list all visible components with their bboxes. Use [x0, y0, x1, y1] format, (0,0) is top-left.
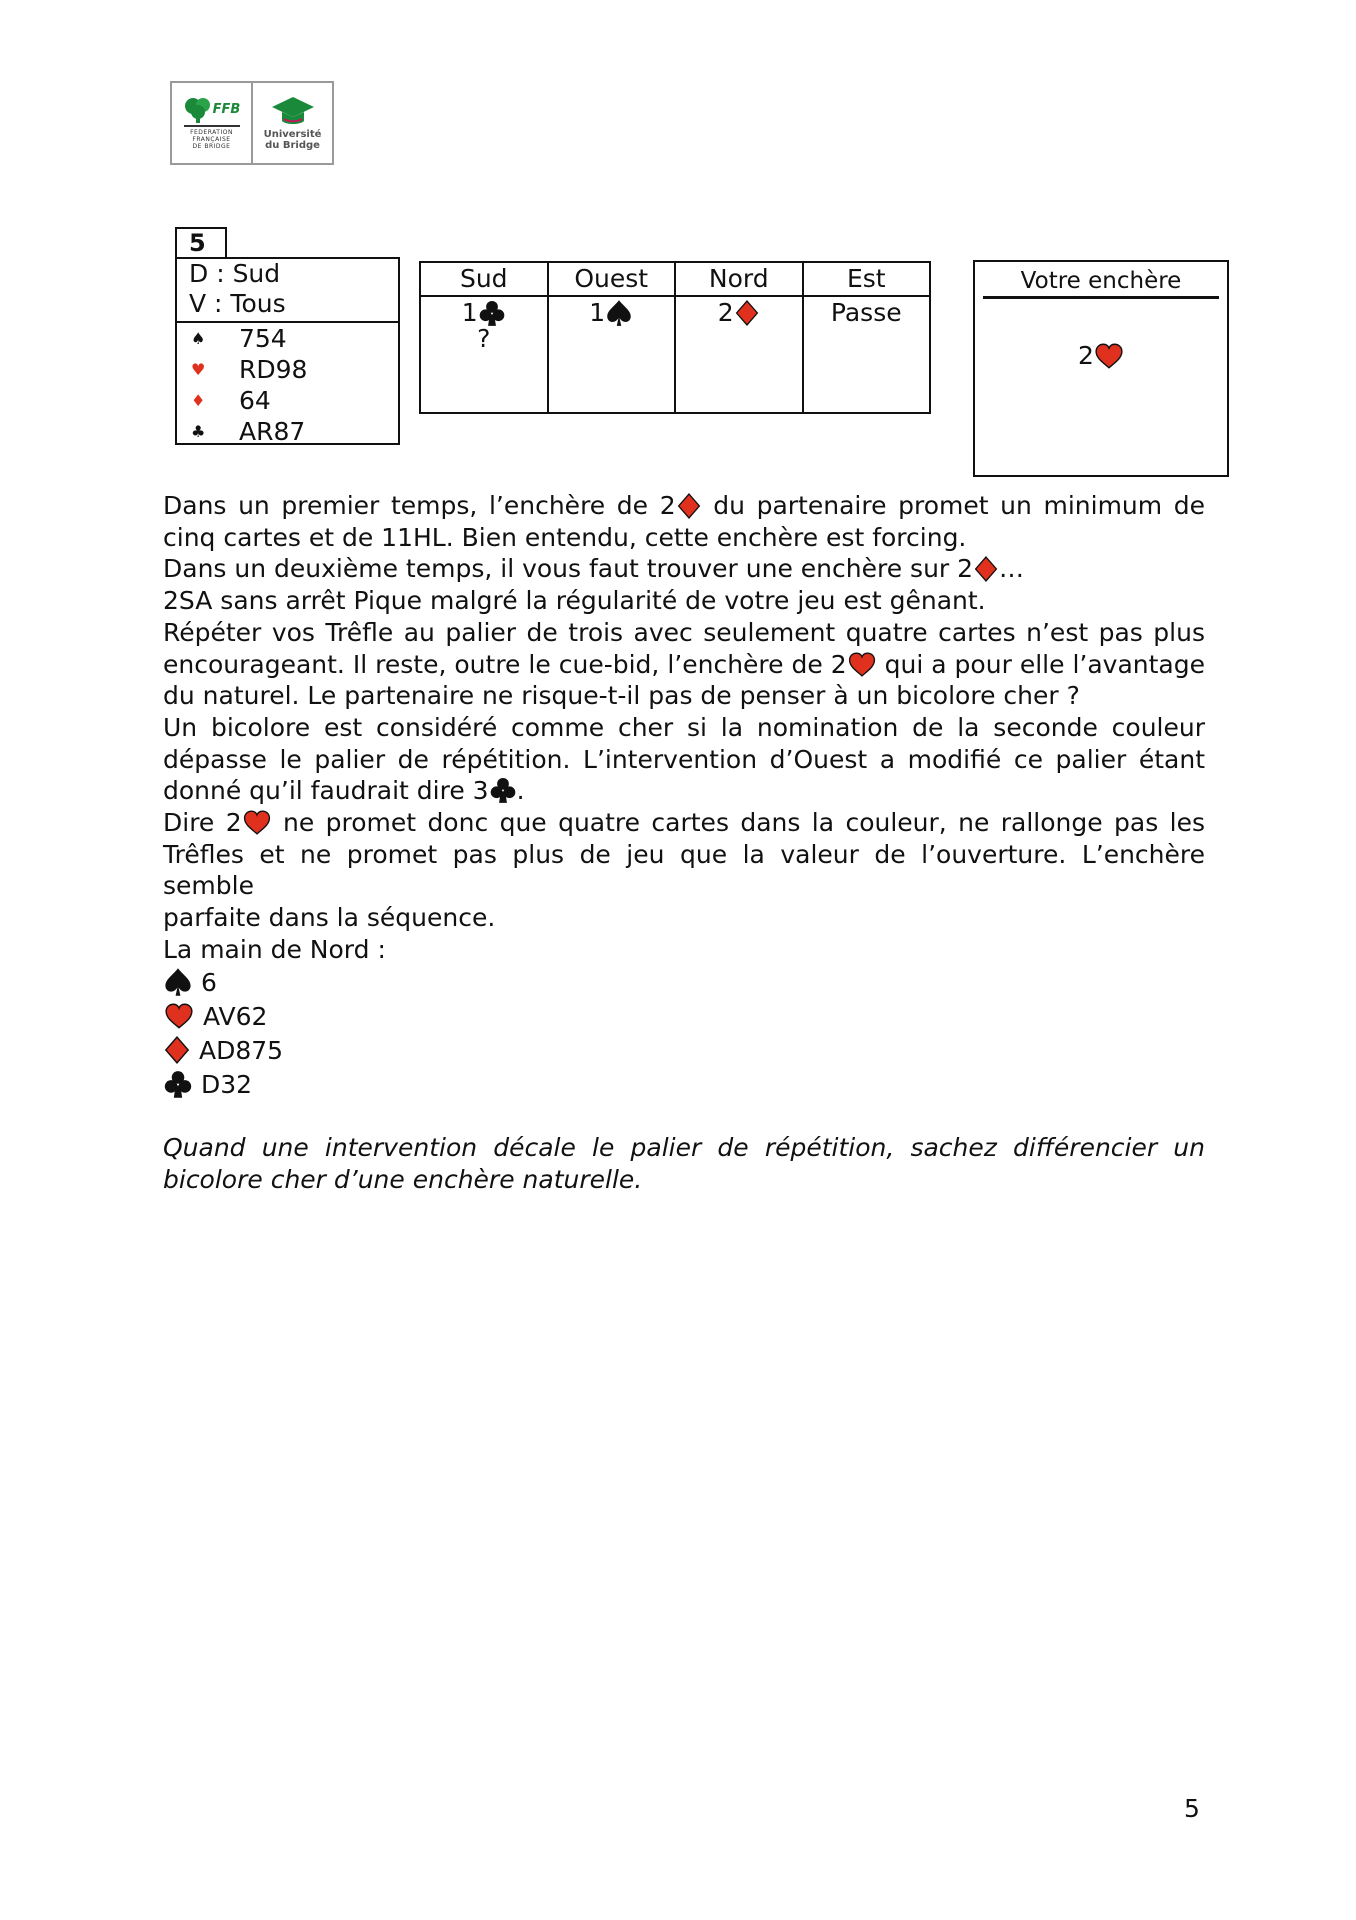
answer-divider — [983, 296, 1219, 299]
hand-spades-row — [177, 323, 398, 354]
north-clubs: D32 — [201, 1069, 253, 1099]
answer-bid: 2 — [975, 341, 1227, 370]
text-line: cinq cartes et de 11HL. Bien entendu, cette enchère est forcing. — [163, 522, 967, 552]
bid-est-1: Passe — [830, 298, 902, 327]
hand-clubs: AR87 — [239, 417, 306, 446]
ffb-full-name: FEDERATION FRANÇAISE DE BRIDGE — [190, 128, 233, 150]
diamond-icon — [973, 556, 999, 582]
heart-icon — [163, 1002, 195, 1030]
bidding-header-nord: Nord — [676, 263, 802, 297]
text-line: Dans un premier temps, l’enchère de 2 du partenaire promet un minimum de — [163, 491, 1206, 520]
deal-number: 5 — [175, 227, 227, 259]
text-line: du naturel. Le partenaire ne risque-t-il pas de penser à un bicolore cher ? — [163, 681, 1080, 711]
hand-diamonds: 64 — [239, 386, 271, 415]
club-icon — [489, 776, 517, 804]
south-hand-box — [175, 257, 400, 445]
bidding-column-sud — [421, 263, 547, 412]
text-line: 2SA sans arrêt Pique malgré la régularité de votre jeu est gênant. — [163, 586, 986, 616]
bid-nord-1: 2 — [676, 297, 802, 328]
tree-icon — [183, 97, 213, 123]
bid-ouest-1: 1 — [549, 297, 675, 328]
bidding-column-ouest — [547, 263, 675, 412]
club-icon — [478, 299, 506, 327]
north-hearts: AV62 — [203, 1001, 268, 1031]
text-line: dépasse le palier de répétition. L’intervention d’Ouest a modifié ce palier étant — [163, 744, 1205, 774]
heart-icon — [847, 651, 877, 678]
north-diamonds-row — [163, 1033, 283, 1067]
north-diamonds: AD875 — [199, 1035, 284, 1065]
heart-icon: ♥ — [191, 360, 206, 379]
bidding-header-est: Est — [804, 263, 930, 297]
bidding-header-ouest: Ouest — [549, 263, 675, 297]
ffb-emblem — [172, 83, 251, 163]
north-spades: 6 — [201, 967, 217, 997]
answer-title: Votre enchère — [1020, 268, 1182, 294]
diamond-icon — [163, 1036, 191, 1064]
club-icon: ♣ — [191, 422, 206, 441]
conclusion-text — [163, 1132, 1205, 1195]
spade-icon — [163, 967, 193, 997]
diamond-icon: ♦ — [191, 391, 206, 410]
bidding-column-est — [802, 263, 930, 412]
diamond-icon — [676, 493, 702, 519]
spade-icon — [605, 299, 633, 327]
hand-spades: 754 — [239, 324, 287, 353]
hand-diamonds-row — [177, 385, 398, 416]
answer-box — [973, 260, 1229, 477]
text-line: parfaite dans la séquence. — [163, 903, 496, 933]
north-hand-title: La main de Nord : — [163, 934, 386, 964]
heart-icon — [242, 809, 272, 836]
diamond-icon — [734, 300, 760, 326]
hand-hearts: RD98 — [239, 355, 308, 384]
north-spades-row — [163, 965, 217, 999]
mortarboard-icon — [270, 95, 316, 127]
north-hearts-row — [163, 999, 267, 1033]
text-line: bicolore cher d’une enchère naturelle. — [163, 1164, 643, 1194]
bid-sud-2: ? — [477, 324, 491, 353]
text-line: donné qu’il faudrait dire 3 . — [163, 776, 525, 806]
bid-sud-1: 1 — [421, 297, 547, 328]
bidding-header-sud: Sud — [421, 263, 547, 297]
heart-icon — [1094, 342, 1124, 370]
text-line: encourageant. Il reste, outre le cue-bid, l’enchère de 2 qui a pour elle l’avantage — [163, 649, 1205, 679]
universite-emblem — [251, 83, 332, 163]
text-line: Répéter vos Trêfle au palier de trois avec seulement quatre cartes n’est pas plus — [163, 617, 1205, 647]
hand-hearts-row — [177, 354, 398, 385]
bidding-table — [419, 261, 931, 414]
explanation-text — [163, 490, 1205, 934]
text-line: Dire 2 ne promet donc que quatre cartes dans la couleur, ne rallonge pas les — [163, 808, 1205, 838]
text-line: Dans un deuxième temps, il vous faut trouver une enchère sur 2 … — [163, 554, 1025, 584]
dealer-label: D : Sud — [189, 259, 281, 288]
ffb-brand-text: FFB — [212, 102, 241, 117]
page-number: 5 — [1184, 1794, 1200, 1823]
text-line: Un bicolore est considéré comme cher si la nomination de la seconde couleur — [163, 712, 1205, 742]
spade-icon: ♠ — [191, 329, 206, 348]
bidding-column-nord — [674, 263, 802, 412]
north-clubs-row — [163, 1067, 252, 1101]
hand-clubs-row — [177, 416, 398, 447]
universite-text: Université du Bridge — [263, 129, 322, 151]
text-line: Trêfles et ne promet pas plus de jeu que la valeur de l’ouverture. L’enchère semble — [163, 839, 1205, 901]
club-icon — [163, 1069, 193, 1099]
ffb-logo — [170, 81, 334, 165]
vulnerability-label: V : Tous — [189, 289, 286, 318]
text-line: Quand une intervention décale le palier de répétition, sachez différencier un — [163, 1133, 1205, 1162]
